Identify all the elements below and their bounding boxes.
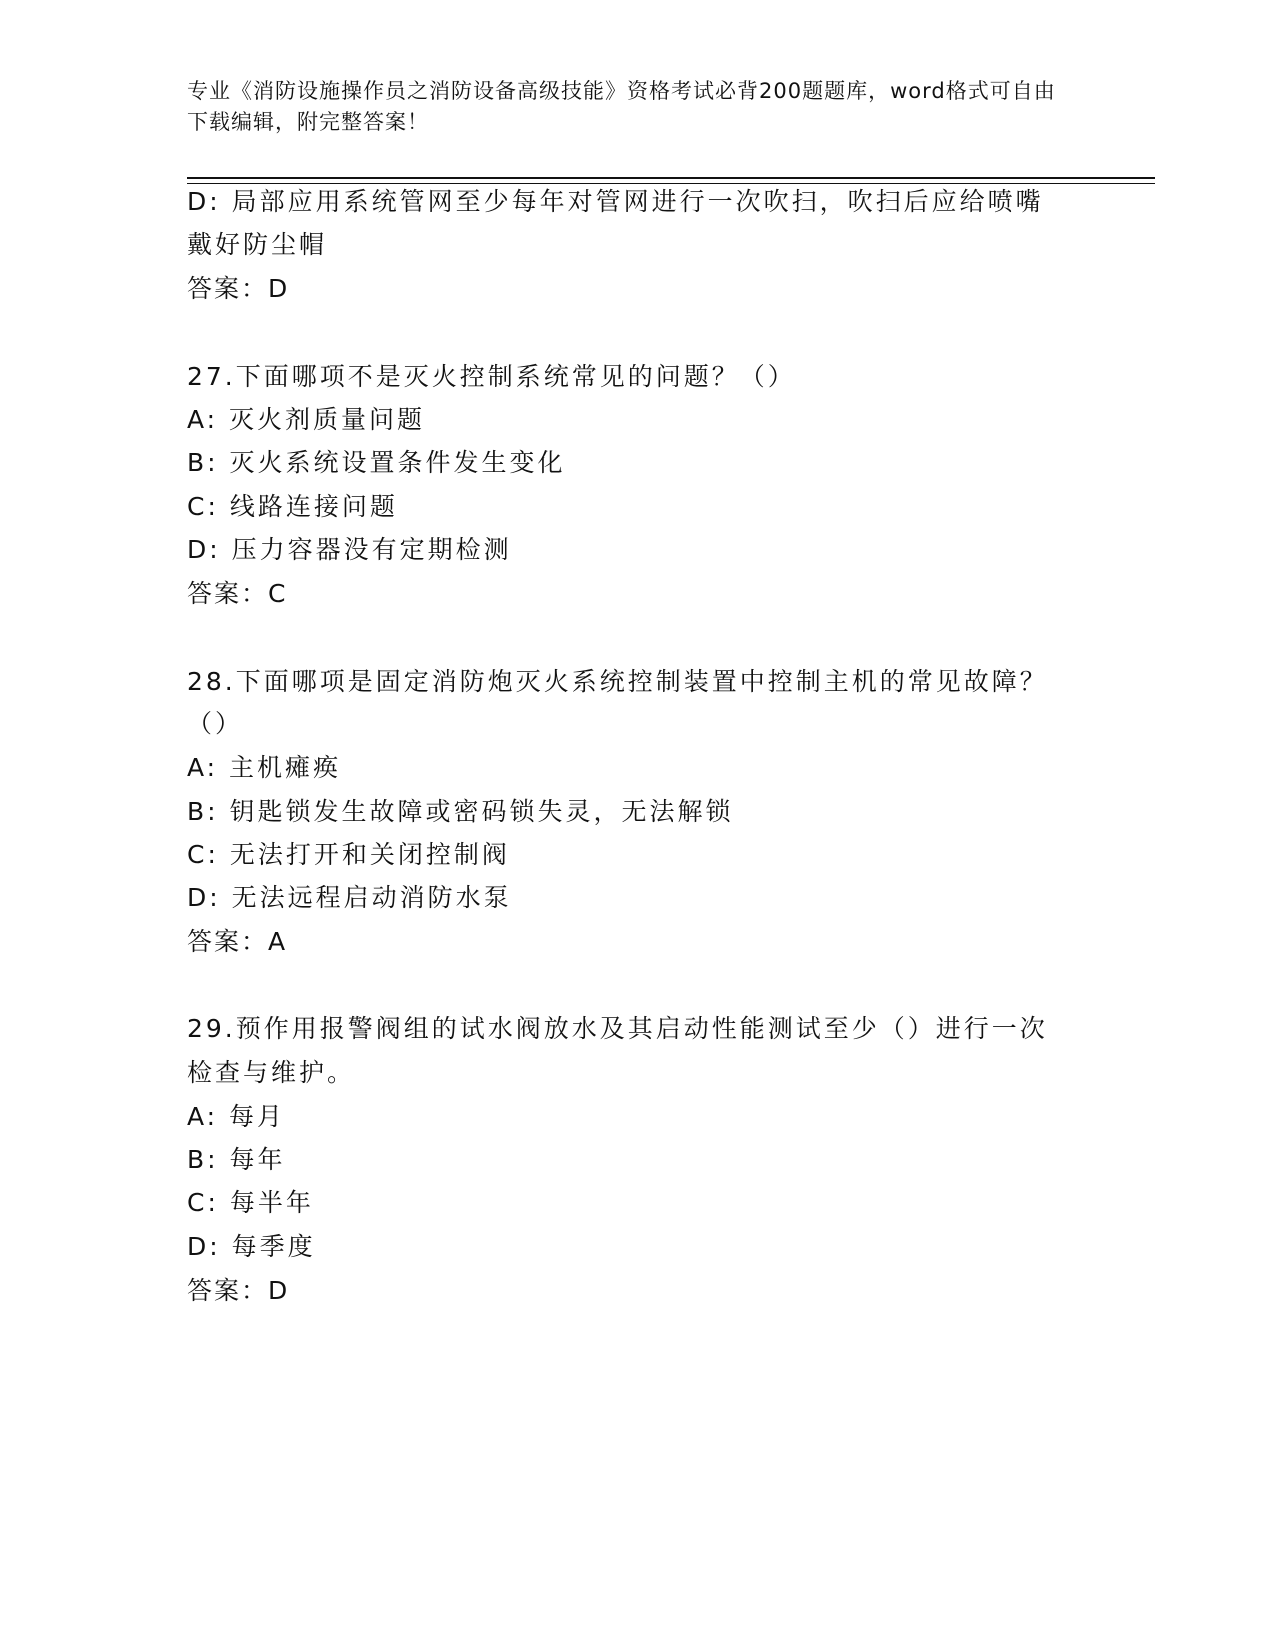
q29-question-line1: 29.预作用报警阀组的试水阀放水及其启动性能测试至少（）进行一次 bbox=[187, 1014, 1048, 1043]
header-divider-thin bbox=[187, 183, 1155, 184]
q29-question-line2: 检查与维护。 bbox=[187, 1058, 356, 1087]
document-header: 专业《消防设施操作员之消防设备高级技能》资格考试必背200题题库，word格式可自由下载编辑，附完整答案！ bbox=[187, 79, 1056, 134]
header-divider-thick bbox=[187, 177, 1155, 179]
q28-option-a: A: 主机瘫痪 bbox=[187, 753, 342, 782]
q26-option-d-line2: 戴好防尘帽 bbox=[187, 230, 328, 259]
q29-option-d: D: 每季度 bbox=[187, 1232, 316, 1261]
q26-answer: 答案：D bbox=[187, 274, 290, 303]
q27-option-c: C: 线路连接问题 bbox=[187, 492, 398, 521]
q28-option-c: C: 无法打开和关闭控制阀 bbox=[187, 840, 510, 869]
q26-option-d-line1: D: 局部应用系统管网至少每年对管网进行一次吹扫，吹扫后应给喷嘴 bbox=[187, 187, 1044, 216]
q29-answer: 答案：D bbox=[187, 1276, 290, 1305]
q29-option-a: A: 每月 bbox=[187, 1102, 286, 1131]
q28-option-b: B: 钥匙锁发生故障或密码锁失灵，无法解锁 bbox=[187, 797, 734, 826]
q27-question: 27.下面哪项不是灭火控制系统常见的问题？（） bbox=[187, 362, 796, 391]
q27-option-b: B: 灭火系统设置条件发生变化 bbox=[187, 448, 566, 477]
q27-answer: 答案：C bbox=[187, 579, 288, 608]
q29-option-b: B: 每年 bbox=[187, 1145, 286, 1174]
q27-option-d: D: 压力容器没有定期检测 bbox=[187, 535, 512, 564]
q28-answer: 答案：A bbox=[187, 927, 288, 956]
q28-option-d: D: 无法远程启动消防水泵 bbox=[187, 883, 512, 912]
q29-option-c: C: 每半年 bbox=[187, 1188, 314, 1217]
q28-question-line1: 28.下面哪项是固定消防炮灭火系统控制装置中控制主机的常见故障？ bbox=[187, 667, 1048, 696]
q27-option-a: A: 灭火剂质量问题 bbox=[187, 405, 426, 434]
q28-question-line2: （） bbox=[187, 709, 244, 738]
